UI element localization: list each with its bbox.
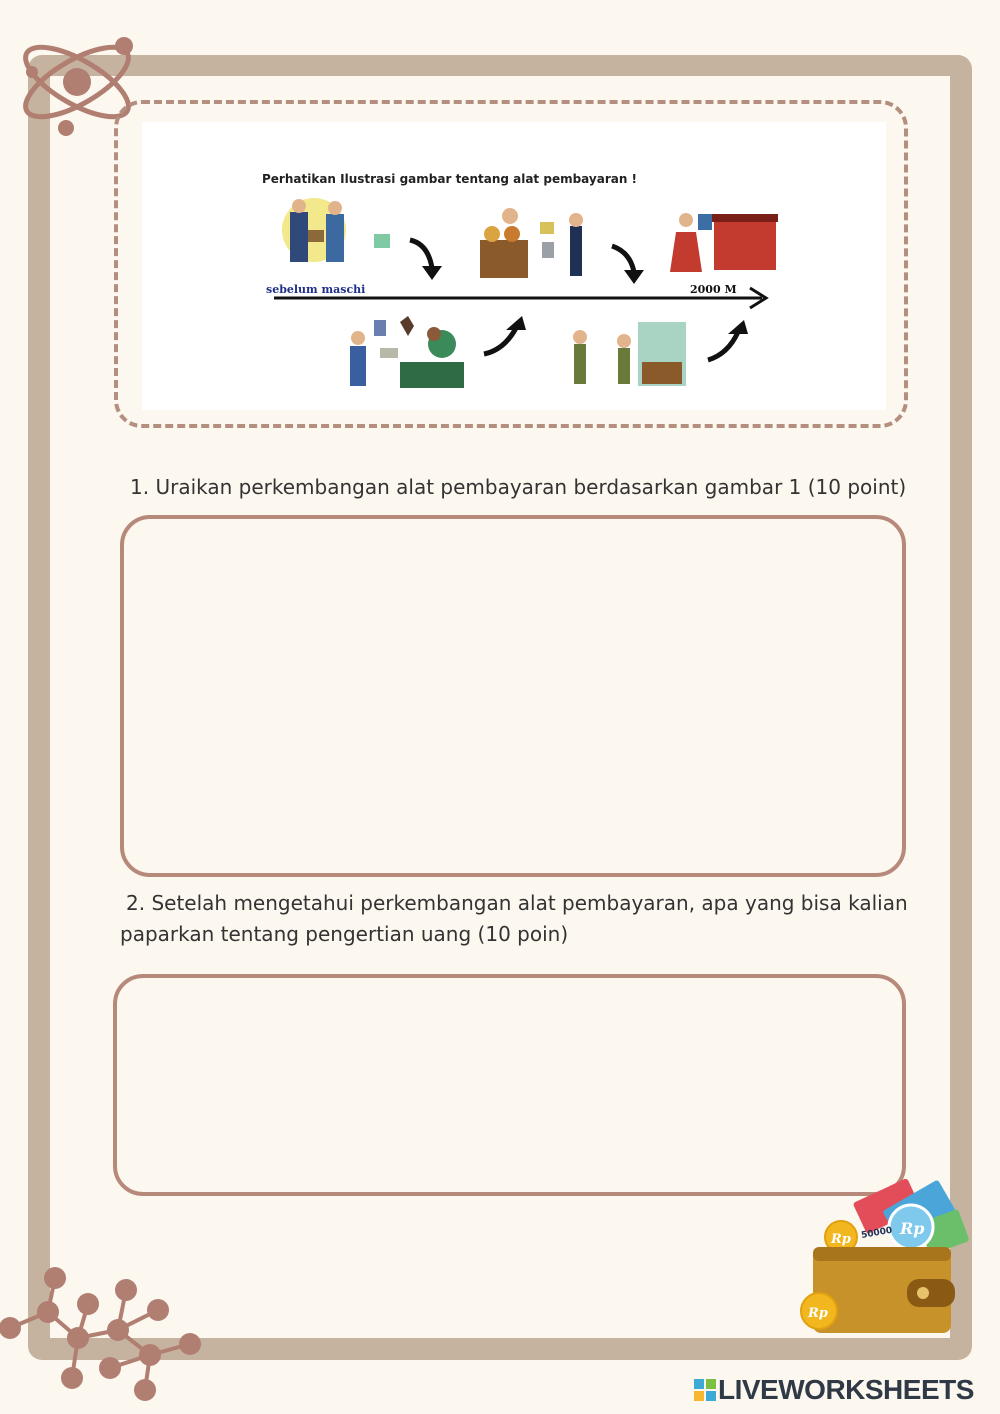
answer-box-2[interactable] (113, 974, 906, 1196)
wallet-note-value: 50000 (860, 1225, 894, 1241)
wallet-coin2-currency: Rp (808, 1306, 828, 1321)
question-1-text: Uraikan perkembangan alat pembayaran berdasarkan gambar 1 (10 point) (155, 475, 907, 499)
question-2-number: 2. (126, 891, 146, 915)
molecule-icon (0, 1260, 210, 1410)
wallet-note-currency: Rp (900, 1219, 925, 1238)
question-2-text: Setelah mengetahui perkembangan alat pembayaran, apa yang bisa kalian paparkan tentang pengertian uang (10 poin) (120, 891, 908, 946)
brand-logo (694, 1374, 974, 1406)
wallet-icon (795, 1175, 975, 1340)
timeline-end-label: 2000 M (690, 283, 737, 296)
question-1-number: 1. (130, 475, 150, 499)
illustration-title: Perhatikan Ilustrasi gambar tentang alat pembayaran ! (262, 172, 638, 186)
timeline-graphic (142, 122, 886, 410)
question-2 (120, 888, 910, 950)
answer-box-1[interactable] (120, 515, 906, 877)
timeline-start-label: sebelum maschi (266, 283, 366, 296)
payment-illustration (142, 122, 886, 410)
liveworksheets-icon (694, 1379, 716, 1401)
question-1 (130, 472, 930, 503)
wallet-coin-currency: Rp (831, 1232, 851, 1247)
brand-name: LIVEWORKSHEETS (718, 1374, 974, 1405)
